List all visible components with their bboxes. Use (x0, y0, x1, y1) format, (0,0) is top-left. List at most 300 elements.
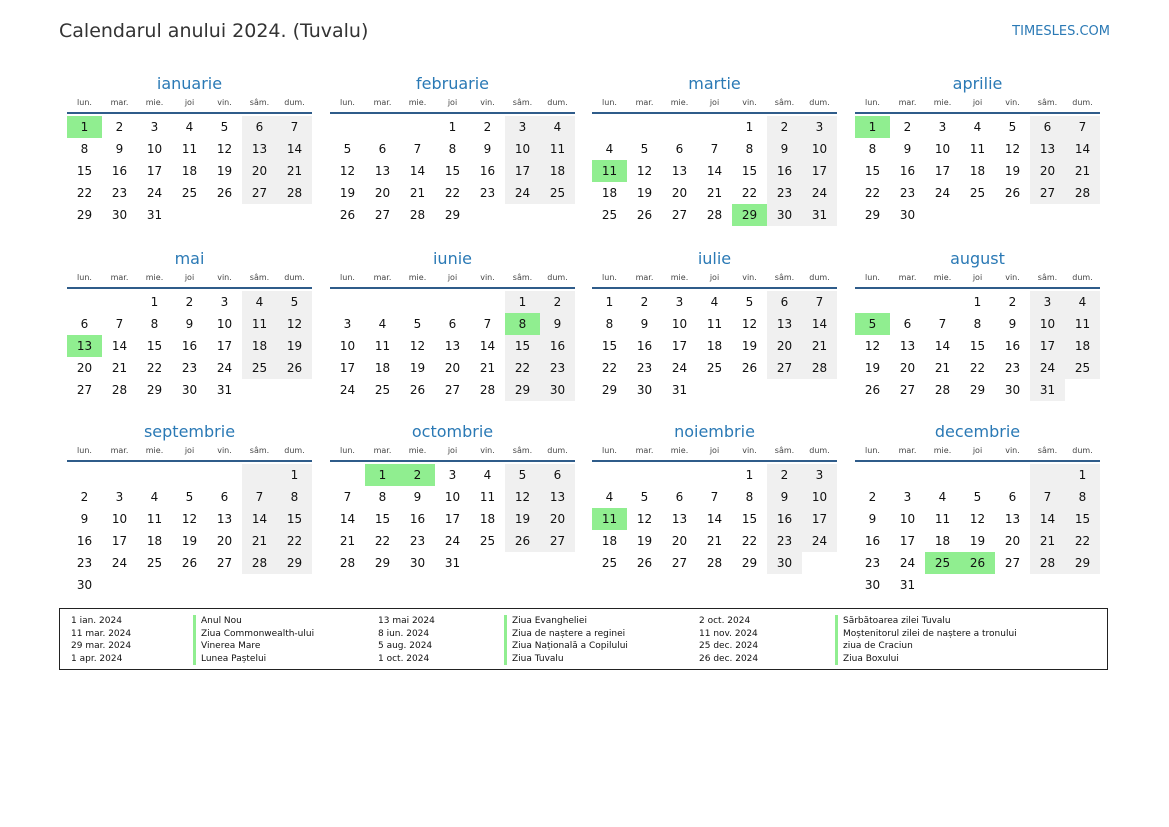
day-cell: 24 (339, 383, 356, 397)
day-cell: 17 (146, 164, 163, 178)
day-cell: 21 (1065, 160, 1100, 182)
day-cell: 2 (767, 464, 802, 486)
day-cell: 28 (706, 556, 723, 570)
weekday-label: dum. (284, 273, 305, 282)
day-cell: 3 (115, 490, 124, 504)
day-cell: 22 (76, 186, 93, 200)
weekday-label: sâm. (249, 98, 270, 107)
empty-cell (505, 552, 540, 574)
day-cell: 29 (444, 208, 461, 222)
day-cell: 14 (802, 313, 837, 335)
day-cell: 30 (864, 578, 881, 592)
day-cell: 2 (903, 120, 912, 134)
day-cell: 5 (505, 464, 540, 486)
day-cell: 2 (767, 116, 802, 138)
day-cell: 12 (409, 339, 426, 353)
day-cell: 10 (1030, 313, 1065, 335)
day-cell: 28 (242, 552, 277, 574)
day-cell: 14 (1030, 508, 1065, 530)
day-cell: 8 (150, 317, 159, 331)
weekday-label: vin. (1005, 98, 1020, 107)
day-cell: 12 (277, 313, 312, 335)
day-cell: 23 (899, 186, 916, 200)
day-cell: 1 (855, 116, 890, 138)
day-cell: 12 (636, 164, 653, 178)
day-cell: 27 (242, 182, 277, 204)
day-cell: 21 (339, 534, 356, 548)
month-name: ianuarie (156, 74, 223, 93)
weekday-label: vin. (480, 273, 495, 282)
weekday-label: mar. (635, 273, 654, 282)
month-noiembrie (592, 421, 837, 574)
legend-date: 11 mar. 2024 (71, 628, 132, 639)
day-cell: 16 (1004, 339, 1021, 353)
days-grid (592, 464, 837, 574)
legend-date: 13 mai 2024 (378, 616, 435, 626)
weekday-label: dum. (547, 446, 568, 455)
day-cell: 8 (1065, 486, 1100, 508)
weekday-label: mie. (933, 98, 952, 107)
day-cell: 6 (675, 490, 684, 504)
day-cell: 26 (409, 383, 426, 397)
weekday-label: mie. (670, 446, 689, 455)
day-cell: 23 (111, 186, 128, 200)
empty-cell (662, 116, 697, 138)
weekday-header (67, 270, 312, 289)
day-cell: 30 (899, 208, 916, 222)
day-cell: 22 (741, 534, 758, 548)
legend-date: 26 dec. 2024 (699, 653, 759, 664)
day-cell: 11 (969, 142, 986, 156)
day-cell: 6 (378, 142, 387, 156)
weekday-label: lun. (602, 446, 617, 455)
weekday-header (592, 443, 837, 462)
day-cell: 2 (868, 490, 877, 504)
empty-cell (102, 574, 137, 596)
day-cell: 29 (864, 208, 881, 222)
empty-cell (627, 464, 662, 486)
day-cell: 6 (1008, 490, 1017, 504)
day-cell: 14 (934, 339, 951, 353)
legend-date: 29 mar. 2024 (71, 641, 132, 652)
day-cell: 24 (505, 182, 540, 204)
day-cell: 13 (540, 486, 575, 508)
weekday-label: vin. (742, 446, 757, 455)
days-grid (330, 116, 575, 226)
day-cell: 28 (706, 208, 723, 222)
day-cell: 13 (67, 335, 102, 357)
day-cell: 26 (505, 530, 540, 552)
day-cell: 5 (640, 142, 649, 156)
day-cell: 6 (448, 317, 457, 331)
empty-cell (102, 464, 137, 486)
day-cell: 17 (111, 534, 128, 548)
empty-cell (470, 204, 505, 226)
day-cell: 17 (1030, 335, 1065, 357)
day-cell: 24 (216, 361, 233, 375)
legend-dates-col-2 (378, 615, 435, 665)
day-cell: 25 (601, 556, 618, 570)
day-cell: 11 (146, 512, 163, 526)
empty-cell (1030, 574, 1065, 596)
day-cell: 23 (864, 556, 881, 570)
day-cell: 4 (1065, 291, 1100, 313)
day-cell: 18 (969, 164, 986, 178)
day-cell: 22 (864, 186, 881, 200)
weekday-label: mie. (933, 273, 952, 282)
day-cell: 2 (185, 295, 194, 309)
empty-cell (207, 464, 242, 486)
weekday-label: lun. (865, 446, 880, 455)
empty-cell (277, 574, 312, 596)
day-cell: 18 (242, 335, 277, 357)
day-cell: 28 (1065, 182, 1100, 204)
day-cell: 19 (181, 534, 198, 548)
day-cell: 21 (242, 530, 277, 552)
day-cell: 12 (216, 142, 233, 156)
day-cell: 1 (745, 468, 754, 482)
day-cell: 16 (636, 339, 653, 353)
day-cell: 12 (636, 512, 653, 526)
weekday-label: dum. (284, 98, 305, 107)
weekday-label: sâm. (774, 446, 795, 455)
weekday-label: sâm. (249, 273, 270, 282)
day-cell: 28 (409, 208, 426, 222)
empty-cell (207, 204, 242, 226)
month-name: octombrie (411, 422, 494, 441)
legend-holiday-name: Sărbătoarea zilei Tuvalu (835, 615, 1017, 628)
day-cell: 7 (115, 317, 124, 331)
day-cell: 9 (413, 490, 422, 504)
day-cell: 5 (277, 291, 312, 313)
weekday-label: sâm. (512, 273, 533, 282)
day-cell: 18 (540, 160, 575, 182)
day-cell: 30 (636, 383, 653, 397)
weekday-header (592, 270, 837, 289)
day-cell: 18 (374, 361, 391, 375)
day-cell: 1 (150, 295, 159, 309)
weekday-label: dum. (547, 273, 568, 282)
day-cell: 27 (899, 383, 916, 397)
day-cell: 23 (409, 534, 426, 548)
legend-names-col-3 (835, 615, 1017, 665)
day-cell: 27 (767, 357, 802, 379)
day-cell: 16 (767, 160, 802, 182)
day-cell: 11 (592, 160, 627, 182)
weekday-label: mie. (408, 98, 427, 107)
day-cell: 9 (540, 313, 575, 335)
empty-cell (960, 204, 995, 226)
day-cell: 24 (1030, 357, 1065, 379)
month-martie (592, 73, 837, 226)
weekday-label: lun. (77, 98, 92, 107)
day-cell: 26 (960, 552, 995, 574)
day-cell: 3 (938, 120, 947, 134)
legend-date: 1 oct. 2024 (378, 653, 430, 664)
legend-holiday-name: Ziua Commonwealth-ului (193, 628, 314, 641)
weekday-label: vin. (742, 273, 757, 282)
day-cell: 16 (181, 339, 198, 353)
day-cell: 19 (864, 361, 881, 375)
day-cell: 20 (899, 361, 916, 375)
day-cell: 29 (505, 379, 540, 401)
weekday-label: mar. (373, 273, 392, 282)
weekday-label: joi (972, 98, 983, 107)
day-cell: 25 (374, 383, 391, 397)
month-aprilie (855, 73, 1100, 226)
day-cell: 7 (413, 142, 422, 156)
day-cell: 28 (934, 383, 951, 397)
weekday-label: lun. (77, 273, 92, 282)
day-cell: 30 (767, 552, 802, 574)
weekday-label: sâm. (512, 446, 533, 455)
day-cell: 15 (76, 164, 93, 178)
day-cell: 3 (1030, 291, 1065, 313)
day-cell: 20 (1030, 160, 1065, 182)
weekday-label: lun. (602, 273, 617, 282)
day-cell: 7 (483, 317, 492, 331)
day-cell: 27 (671, 208, 688, 222)
month-septembrie (67, 421, 312, 596)
day-cell: 6 (903, 317, 912, 331)
empty-cell (697, 379, 732, 401)
day-cell: 15 (277, 508, 312, 530)
day-cell: 23 (540, 357, 575, 379)
day-cell: 18 (146, 534, 163, 548)
day-cell: 1 (973, 295, 982, 309)
day-cell: 17 (339, 361, 356, 375)
day-cell: 12 (1004, 142, 1021, 156)
month-mai (67, 248, 312, 401)
day-cell: 20 (374, 186, 391, 200)
day-cell: 15 (444, 164, 461, 178)
day-cell: 10 (505, 138, 540, 160)
day-cell: 17 (444, 512, 461, 526)
day-cell: 26 (181, 556, 198, 570)
weekday-label: mie. (670, 273, 689, 282)
days-grid (592, 116, 837, 226)
day-cell: 5 (220, 120, 229, 134)
weekday-label: dum. (809, 98, 830, 107)
day-cell: 7 (1030, 486, 1065, 508)
weekday-label: mie. (408, 446, 427, 455)
empty-cell (732, 379, 767, 401)
day-cell: 19 (636, 534, 653, 548)
empty-cell (697, 464, 732, 486)
day-cell: 22 (374, 534, 391, 548)
day-cell: 21 (934, 361, 951, 375)
day-cell: 9 (483, 142, 492, 156)
day-cell: 10 (339, 339, 356, 353)
days-grid (330, 464, 575, 574)
day-cell: 3 (802, 116, 837, 138)
day-cell: 25 (181, 186, 198, 200)
weekday-label: mar. (635, 446, 654, 455)
empty-cell (925, 291, 960, 313)
empty-cell (365, 116, 400, 138)
brand-link[interactable]: TIMESLES.COM (1012, 24, 1110, 39)
day-cell: 28 (1030, 552, 1065, 574)
day-cell: 13 (444, 339, 461, 353)
day-cell: 22 (601, 361, 618, 375)
weekday-label: joi (447, 273, 458, 282)
day-cell: 29 (601, 383, 618, 397)
day-cell: 21 (706, 534, 723, 548)
month-name: aprilie (952, 74, 1003, 93)
day-cell: 16 (111, 164, 128, 178)
weekday-label: vin. (742, 98, 757, 107)
weekday-label: mar. (898, 98, 917, 107)
day-cell: 31 (671, 383, 688, 397)
day-cell: 19 (741, 339, 758, 353)
day-cell: 20 (767, 335, 802, 357)
weekday-label: dum. (547, 98, 568, 107)
day-cell: 29 (741, 556, 758, 570)
day-cell: 15 (741, 512, 758, 526)
day-cell: 13 (671, 512, 688, 526)
day-cell: 23 (181, 361, 198, 375)
day-cell: 31 (146, 208, 163, 222)
empty-cell (330, 116, 365, 138)
day-cell: 26 (277, 357, 312, 379)
day-cell: 9 (903, 142, 912, 156)
weekday-header (330, 95, 575, 114)
weekday-label: sâm. (249, 446, 270, 455)
weekday-label: sâm. (512, 98, 533, 107)
month-iulie (592, 248, 837, 401)
day-cell: 9 (80, 512, 89, 526)
day-cell: 3 (150, 120, 159, 134)
day-cell: 11 (592, 508, 627, 530)
legend-date: 5 aug. 2024 (378, 641, 433, 652)
day-cell: 9 (115, 142, 124, 156)
day-cell: 27 (540, 530, 575, 552)
holiday-legend (59, 608, 1108, 670)
day-cell: 27 (374, 208, 391, 222)
legend-holiday-name: Ziua Evangheliei (504, 615, 628, 628)
day-cell: 22 (146, 361, 163, 375)
day-cell: 3 (505, 116, 540, 138)
day-cell: 18 (479, 512, 496, 526)
legend-holiday-name: Moștenitorul zilei de naștere a tronului (835, 628, 1017, 641)
day-cell: 5 (745, 295, 754, 309)
day-cell: 1 (67, 116, 102, 138)
day-cell: 16 (767, 508, 802, 530)
weekday-label: lun. (865, 273, 880, 282)
day-cell: 18 (706, 339, 723, 353)
day-cell: 29 (969, 383, 986, 397)
day-cell: 27 (76, 383, 93, 397)
day-cell: 24 (802, 182, 837, 204)
legend-date: 8 iun. 2024 (378, 628, 430, 639)
weekday-label: joi (447, 446, 458, 455)
empty-cell (662, 464, 697, 486)
day-cell: 21 (409, 186, 426, 200)
weekday-label: vin. (217, 98, 232, 107)
day-cell: 15 (505, 335, 540, 357)
day-cell: 5 (185, 490, 194, 504)
empty-cell (767, 379, 802, 401)
day-cell: 26 (1004, 186, 1021, 200)
empty-cell (925, 204, 960, 226)
day-cell: 21 (111, 361, 128, 375)
month-name: noiembrie (674, 422, 755, 441)
day-cell: 2 (1008, 295, 1017, 309)
legend-names-col-2 (504, 615, 628, 665)
day-cell: 2 (400, 464, 435, 486)
legend-date: 2 oct. 2024 (699, 616, 751, 626)
day-cell: 26 (339, 208, 356, 222)
day-cell: 5 (640, 490, 649, 504)
day-cell: 20 (540, 508, 575, 530)
day-cell: 23 (76, 556, 93, 570)
day-cell: 1 (448, 120, 457, 134)
legend-date: 1 ian. 2024 (71, 616, 122, 626)
month-name: septembrie (143, 422, 236, 441)
weekday-label: vin. (1005, 446, 1020, 455)
day-cell: 21 (479, 361, 496, 375)
day-cell: 21 (1030, 530, 1065, 552)
day-cell: 15 (741, 164, 758, 178)
weekday-label: dum. (284, 446, 305, 455)
day-cell: 9 (767, 486, 802, 508)
day-cell: 21 (802, 335, 837, 357)
day-cell: 8 (505, 313, 540, 335)
month-august (855, 248, 1100, 401)
month-octombrie (330, 421, 575, 574)
day-cell: 3 (220, 295, 229, 309)
day-cell: 18 (601, 186, 618, 200)
day-cell: 17 (899, 534, 916, 548)
day-cell: 3 (343, 317, 352, 331)
day-cell: 25 (479, 534, 496, 548)
days-grid (67, 464, 312, 596)
weekday-label: lun. (340, 98, 355, 107)
day-cell: 21 (706, 186, 723, 200)
days-grid (330, 291, 575, 401)
day-cell: 25 (601, 208, 618, 222)
weekday-header (592, 95, 837, 114)
day-cell: 29 (1065, 552, 1100, 574)
empty-cell (137, 464, 172, 486)
empty-cell (890, 464, 925, 486)
weekday-label: mar. (110, 446, 129, 455)
weekday-label: mie. (145, 446, 164, 455)
weekday-label: mar. (373, 446, 392, 455)
day-cell: 30 (76, 578, 93, 592)
day-cell: 14 (111, 339, 128, 353)
day-cell: 23 (767, 530, 802, 552)
day-cell: 2 (80, 490, 89, 504)
day-cell: 24 (444, 534, 461, 548)
day-cell: 2 (115, 120, 124, 134)
day-cell: 30 (540, 379, 575, 401)
empty-cell (505, 204, 540, 226)
day-cell: 23 (767, 182, 802, 204)
month-name: decembrie (934, 422, 1021, 441)
day-cell: 6 (675, 142, 684, 156)
empty-cell (172, 204, 207, 226)
day-cell: 9 (640, 317, 649, 331)
day-cell: 15 (146, 339, 163, 353)
weekday-label: sâm. (774, 273, 795, 282)
day-cell: 10 (216, 317, 233, 331)
day-cell: 31 (1030, 379, 1065, 401)
day-cell: 8 (745, 142, 754, 156)
weekday-label: joi (709, 273, 720, 282)
day-cell: 9 (767, 138, 802, 160)
empty-cell (365, 291, 400, 313)
